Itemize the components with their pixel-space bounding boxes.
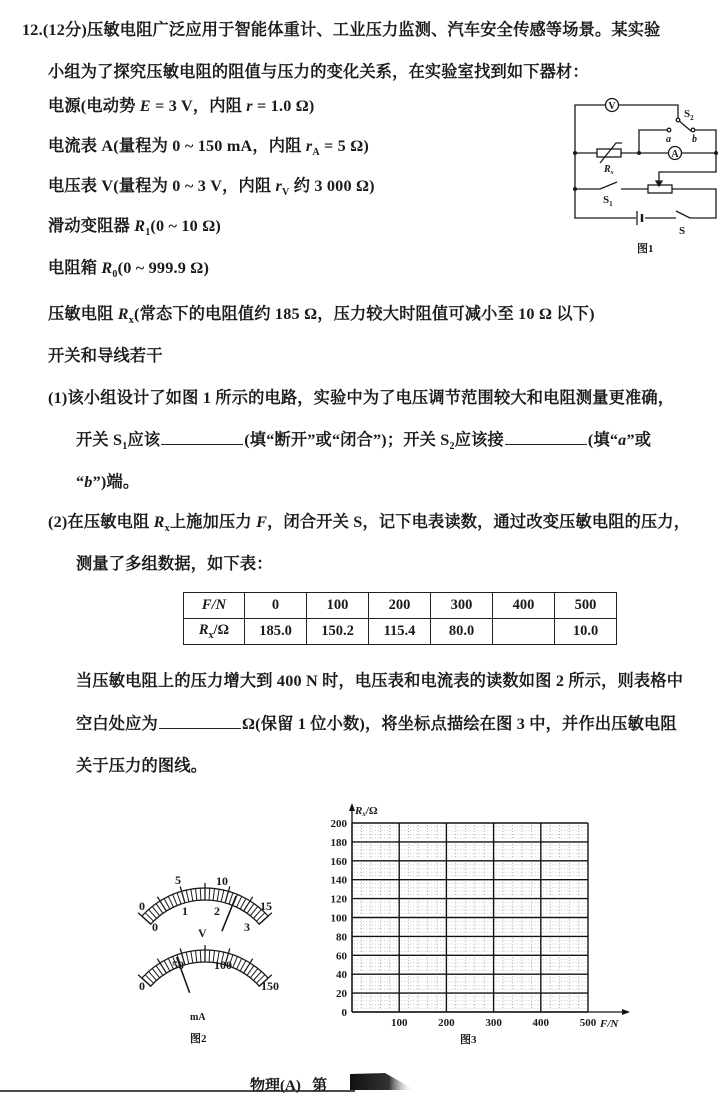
dial-tick	[209, 888, 210, 900]
subscript: 1	[145, 227, 151, 238]
dial-tick	[217, 889, 219, 901]
dial-tick	[233, 956, 238, 967]
x-tick-label: 100	[390, 1017, 408, 1029]
y-tick-label: 200	[330, 818, 347, 830]
text-segment: (填“断开”或“闭合”)；开关 S	[244, 431, 450, 449]
subscript: 2	[449, 441, 455, 452]
y-tick-label: 80	[336, 931, 347, 944]
y-axis-label: Rx/Ω	[355, 805, 378, 818]
math-symbol: F	[256, 513, 268, 531]
dial-tick	[259, 913, 272, 924]
y-tick-label: 160	[330, 855, 347, 868]
math-symbol: r	[305, 137, 313, 155]
y-tick-label: 40	[336, 969, 347, 982]
s-label: S	[679, 225, 686, 237]
dial-tick	[200, 888, 201, 900]
voltmeter-unit: V	[198, 926, 207, 940]
v-inner-tick: 1	[182, 904, 188, 918]
math-symbol: R	[153, 513, 165, 531]
math-symbol: R	[134, 217, 146, 235]
y-tick-label: 60	[336, 950, 347, 963]
text-segment: “	[76, 473, 85, 491]
text-segment: (1)该小组设计了如图 1 所示的电路，实验中为了电压调节范围较大和电阻测量更准确，	[48, 389, 675, 407]
r-unit: /Ω	[213, 622, 230, 638]
footer-page: 第	[312, 1078, 328, 1094]
y-tick-label: 100	[330, 912, 347, 925]
voltmeter-dial	[138, 883, 272, 931]
dial-tick	[164, 961, 170, 972]
r-subscript: x	[208, 630, 214, 641]
text-segment: 小组为了探究压敏电阻的阻值与压力的变化关系，在实验室找到如下器材：	[48, 63, 589, 81]
text-segment: (2)在压敏电阻	[48, 513, 154, 531]
subscript: x	[128, 315, 134, 326]
needle-icon	[222, 896, 236, 931]
math-symbol: r	[275, 177, 283, 195]
dial-tick	[196, 951, 197, 963]
text-segment: (0 ~ 999.9 Ω)	[117, 259, 210, 277]
subscript: 1	[122, 441, 128, 452]
x-tick-label: 500	[579, 1017, 597, 1029]
text-segment: = 3 V，内阻	[150, 97, 247, 115]
v-inner-tick: 3	[244, 920, 250, 934]
table-cell: 500	[555, 593, 617, 619]
x-tick-label: 400	[532, 1017, 550, 1029]
v-inner-tick: 2	[214, 904, 220, 918]
text-segment: 关于压力的图线。	[76, 757, 208, 775]
a-outer-tick: 100	[214, 958, 232, 972]
s1-label: $S_1$	[603, 194, 613, 208]
text-segment: 压敏电阻	[48, 305, 118, 323]
math-symbol: E	[139, 97, 151, 115]
figure1-caption: 图1	[637, 243, 654, 255]
figure2-caption: 图2	[190, 1033, 207, 1045]
switch-s	[676, 211, 690, 218]
dial-tick	[229, 893, 233, 904]
table-cell: 10.0	[555, 619, 617, 645]
text-segment: 电压表 V(量程为 0 ~ 3 V，内阻	[48, 177, 276, 195]
math-symbol: a	[618, 431, 627, 449]
text-segment: (常态下的电阻值约 185 Ω，压力较大时阻值可减小至 10 Ω 以下)	[134, 305, 595, 323]
dial-tick	[240, 961, 246, 972]
text-segment: 当压敏电阻上的压力增大到 400 N 时，电压表和电流表的读数如图 2 所示，则表格中	[76, 672, 684, 690]
figure3-caption: 图3	[460, 1034, 477, 1046]
text-segment: 应该	[127, 431, 161, 449]
text-segment: 12.(12分)压敏电阻广泛应用于智能体重计、工业压力监测、汽车安全传感等场景。某实验	[22, 21, 661, 39]
switch-s1	[600, 182, 617, 189]
x-tick-label: 200	[438, 1017, 455, 1029]
contact-a-label: a	[666, 134, 671, 145]
subscript: V	[282, 187, 290, 198]
y-tick-label: 140	[330, 874, 347, 887]
subscript: 0	[112, 269, 118, 280]
dial-tick	[186, 952, 189, 964]
page-footer	[250, 1074, 327, 1095]
text-segment: 测量了多组数据，如下表：	[76, 555, 273, 573]
dial-tick	[191, 951, 193, 963]
dial-tick	[221, 890, 224, 902]
text-segment: 上施加压力	[169, 513, 257, 531]
text-segment: 应该接	[454, 431, 504, 449]
contact-b-label: b	[692, 134, 697, 145]
dial-tick	[191, 889, 193, 901]
subscript: A	[312, 147, 320, 158]
varistor-rx	[597, 149, 621, 157]
table-cell: 0	[245, 593, 307, 619]
text-segment: (0 ~ 10 Ω)	[150, 217, 221, 235]
rheostat-r1	[648, 185, 672, 193]
y-tick-label: 180	[330, 836, 347, 849]
graph-grid	[331, 803, 631, 1029]
y-tick-label: 0	[341, 1007, 347, 1019]
voltmeter-label: V	[608, 101, 616, 112]
table-cell: 115.4	[369, 619, 431, 645]
dial-tick	[157, 959, 166, 973]
dial-tick	[209, 950, 210, 962]
dial-tick	[244, 959, 253, 973]
v-outer-tick: 0	[139, 899, 145, 913]
dial-tick	[200, 950, 201, 962]
s2-label: $S_2$	[684, 108, 694, 122]
text-segment: 电源(电动势	[48, 97, 140, 115]
text-segment: 电阻箱	[48, 259, 102, 277]
text-segment: Ω(保留 1 位小数)，将坐标点描绘在图 3 中，并作出压敏电阻	[241, 715, 677, 733]
text-segment: 滑动变阻器	[48, 217, 135, 235]
dial-tick	[157, 897, 166, 911]
a-outer-tick: 50	[172, 958, 184, 972]
dial-tick	[138, 913, 151, 924]
dial-tick	[186, 890, 189, 902]
y-tick-label: 20	[336, 988, 347, 1001]
dial-tick	[173, 894, 178, 905]
dial-tick	[225, 886, 230, 902]
text-segment: 空白处应为	[76, 715, 158, 733]
dial-tick	[213, 889, 214, 901]
text-segment: (填“	[587, 431, 619, 449]
dial-tick	[180, 886, 185, 902]
dial-tick	[244, 897, 253, 911]
scan-smudge	[350, 1073, 415, 1090]
text-segment: 约 3 000 Ω)	[289, 177, 375, 195]
y-tick-label: 120	[330, 893, 347, 906]
text-segment: = 5 Ω)	[319, 137, 369, 155]
r-symbol: R	[198, 622, 209, 638]
a-outer-tick: 0	[139, 979, 145, 993]
footer-subject: 物理(A)	[250, 1078, 301, 1094]
dial-tick	[237, 958, 242, 969]
v-outer-tick: 5	[175, 873, 181, 887]
math-symbol: R	[117, 305, 129, 323]
switch-s2	[678, 120, 691, 131]
v-inner-tick: 0	[152, 920, 158, 934]
dial-tick	[164, 899, 170, 910]
circuit-diagram	[573, 99, 718, 226]
ammeter-dial	[138, 945, 272, 993]
x-tick-label: 300	[485, 1017, 502, 1029]
text-segment: 开关 S	[76, 431, 123, 449]
dial-tick	[177, 893, 181, 904]
x-axis-arrow-icon	[622, 1009, 630, 1015]
text-segment: 电流表 A(量程为 0 ~ 150 mA，内阻	[48, 137, 306, 155]
dial-tick	[168, 896, 173, 907]
math-symbol: R	[101, 259, 113, 277]
v-outer-tick: 15	[260, 899, 272, 913]
dial-tick	[196, 889, 197, 901]
table-cell: 100	[307, 593, 369, 619]
a-outer-tick: 150	[261, 979, 279, 993]
rx-label: $R_x$	[604, 164, 614, 176]
x-axis-label: F/N	[600, 1018, 619, 1030]
math-symbol: b	[84, 473, 93, 491]
table-cell: 400	[493, 593, 555, 619]
dial-tick	[237, 896, 242, 907]
text-segment: ”或	[626, 431, 652, 449]
text-segment: ”)端。	[92, 473, 140, 491]
table-header-label: F/N	[184, 593, 245, 619]
subscript: x	[164, 523, 170, 534]
table-cell: 200	[369, 593, 431, 619]
ammeter-unit: mA	[190, 1012, 206, 1023]
math-symbol: r	[246, 97, 253, 115]
dial-tick	[240, 899, 246, 910]
table-cell: 300	[431, 593, 493, 619]
v-outer-tick: 10	[216, 874, 228, 888]
table-cell: 185.0	[245, 619, 307, 645]
text-segment: ，闭合开关 S，记下电表读数，通过改变压敏电阻的压力，	[267, 513, 691, 531]
table-cell: 80.0	[431, 619, 493, 645]
text-segment: 开关和导线若干	[48, 347, 163, 365]
table-cell: 150.2	[307, 619, 369, 645]
ammeter-label: A	[671, 149, 679, 160]
text-segment: = 1.0 Ω)	[252, 97, 315, 115]
